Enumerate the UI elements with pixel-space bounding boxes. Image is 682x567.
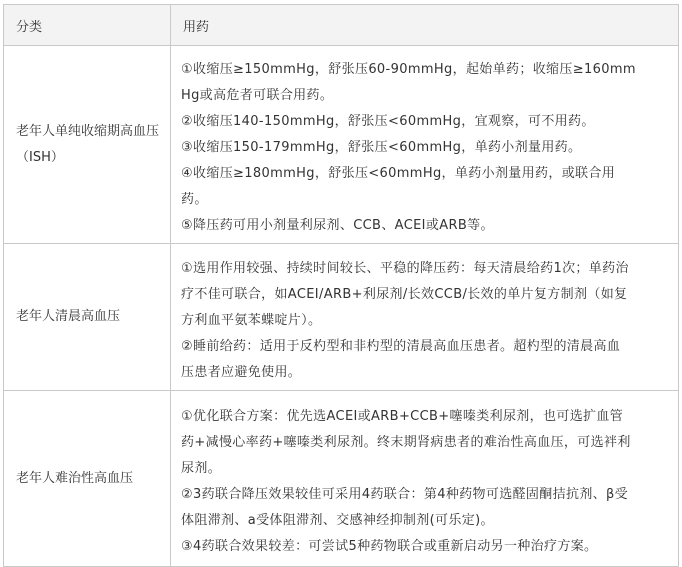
table-row	[4, 391, 679, 567]
header-medication: 用药	[171, 5, 679, 46]
medication-line: ①收缩压≥150mmHg，舒张压60-90mmHg，起始单药；收缩压≥160mm	[181, 62, 636, 77]
medication-line: ③4药联合效果较差：可尝试5种药物联合或重新启动另一种治疗方案。	[181, 539, 598, 554]
row-category	[4, 46, 171, 244]
row-medication	[171, 244, 679, 391]
category-label: 老年人难治性高血压	[16, 470, 134, 486]
medication-line: 尿剂。	[181, 461, 222, 476]
medication-line: 压患者应避免使用。	[181, 364, 302, 380]
header-category: 分类	[4, 5, 171, 46]
medication-line: ③收缩压150-179mmHg，舒张压<60mmHg，单药小剂量用药。	[181, 140, 582, 155]
table-row	[4, 244, 679, 391]
medication-line: ⑤降压药可用小剂量利尿剂、CCB、ACEI或ARB等。	[181, 218, 494, 233]
medication-line: 体阻滞剂、a受体阻滞剂、交感神经抑制剂(可乐定)。	[181, 513, 494, 528]
medication-line: 疗不佳可联合，如ACEI/ARB+利尿剂/长效CCB/长效的单片复方制剂（如复	[181, 286, 628, 302]
table-row	[4, 46, 679, 244]
medication-line: 药。	[181, 192, 208, 207]
medication-line: ①优化联合方案：优先选ACEI或ARB+CCB+噻嗪类利尿剂，也可选扩血管	[181, 409, 624, 424]
row-medication	[171, 46, 679, 244]
medication-line: 方利血平氨苯蝶啶片）。	[181, 312, 322, 328]
category-label: 老年人单纯收缩期高血压（ISH）	[16, 123, 160, 165]
medication-line: 药+减慢心率药+噻嗪类利尿剂。终末期肾病患者的难治性高血压，可选袢利	[181, 435, 631, 450]
medication-line: ②睡前给药：适用于反杓型和非杓型的清晨高血压患者。超杓型的清晨高血	[181, 338, 621, 354]
medication-line: ②收缩压140-150mmHg，舒张压<60mmHg，宜观察，可不用药。	[181, 114, 595, 129]
category-label: 老年人清晨高血压	[16, 309, 121, 324]
row-category	[4, 244, 171, 391]
table-header-row	[4, 5, 679, 46]
medication-line: ①选用作用较强、持续时间较长、平稳的降压药：每天清晨给药1次；单药治	[181, 260, 629, 276]
medication-line: ④收缩压≥180mmHg，舒张压<60mmHg，单药小剂量用药，或联合用	[181, 166, 616, 181]
medication-table	[3, 4, 679, 567]
row-category	[4, 391, 171, 567]
medication-line: ②3药联合降压效果较佳可采用4药联合：第4种药物可选醛固酮拮抗剂、β受	[181, 487, 629, 502]
row-medication	[171, 391, 679, 567]
medication-line: Hg或高危者可联合用药。	[181, 88, 334, 103]
